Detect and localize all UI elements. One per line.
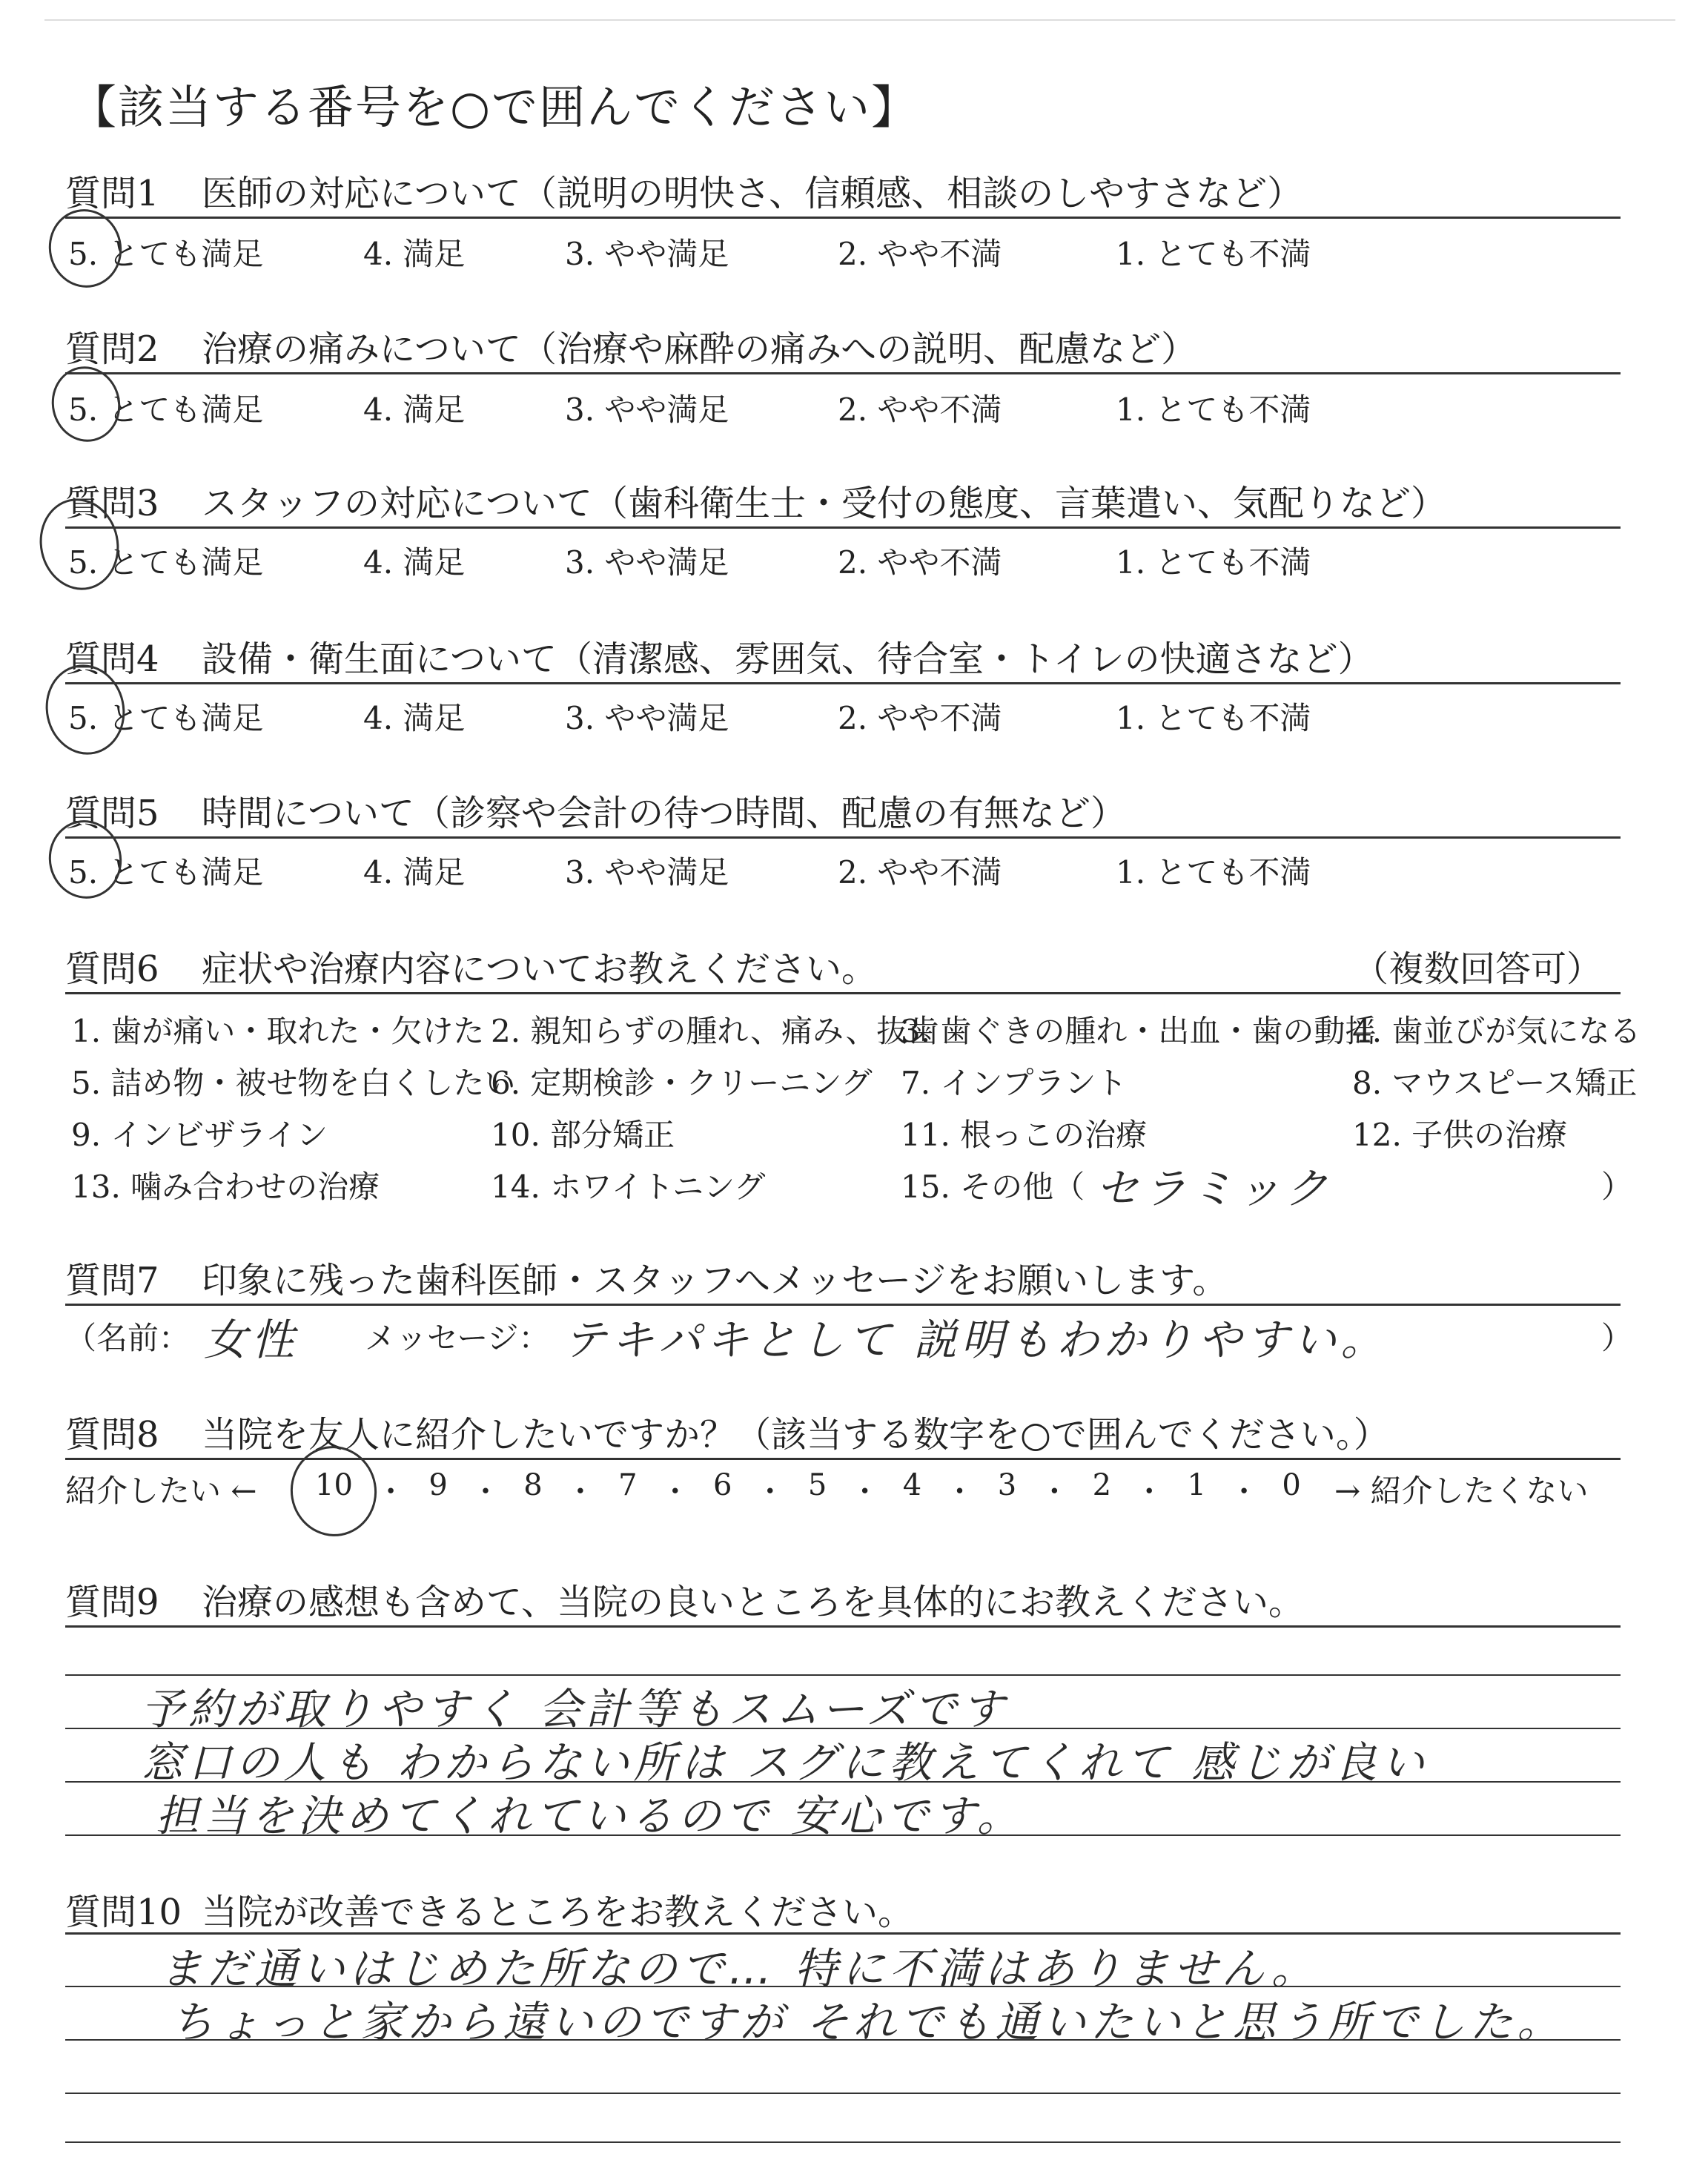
q8-scale-value[interactable]: 4 [902, 1468, 922, 1502]
q9-answer-line: 窓口の人も わからない所は スグに教えてくれて 感じが良い [141, 1737, 1429, 1788]
answer-line [65, 2141, 1621, 2143]
q9-text: 治療の感想も含めて、当院の良いところを具体的にお教えください。 [202, 1582, 1305, 1623]
q3-option-1[interactable]: 1. とても不満 [1116, 544, 1311, 581]
q3-option-3[interactable]: 3. やや満足 [565, 544, 729, 581]
q6-item[interactable]: 12. 子供の治療 [1352, 1117, 1568, 1153]
q5-option-2[interactable]: 2. やや不満 [838, 854, 1002, 891]
q7-message-label: メッセージ： [365, 1320, 550, 1356]
q6-other-close: ） [1601, 1169, 1633, 1205]
q1-option-2[interactable]: 2. やや不満 [838, 236, 1002, 272]
q6-item[interactable]: 2. 親知らずの腫れ、痛み、抜歯 [491, 1013, 939, 1049]
q4-option-2[interactable]: 2. やや不満 [838, 700, 1002, 736]
q9-rule [65, 1625, 1621, 1628]
q8-scale-value[interactable]: 8 [523, 1468, 543, 1502]
q6-item[interactable]: 7. インプラント [901, 1065, 1128, 1101]
q1-option-5[interactable]: 5. とても満足 [68, 236, 264, 272]
q5-option-4[interactable]: 4. 満足 [363, 854, 466, 891]
q7-close: ） [1601, 1320, 1633, 1356]
answer-line [65, 2093, 1621, 2094]
q4-label: 質問4 [65, 638, 159, 680]
q5-option-1[interactable]: 1. とても不満 [1116, 854, 1311, 891]
q6-item[interactable]: 14. ホワイトニング [491, 1169, 766, 1205]
q1-option-3[interactable]: 3. やや満足 [565, 236, 729, 272]
q8-scale-dot: ・ [755, 1475, 785, 1509]
q8-scale-value[interactable]: 1 [1187, 1468, 1206, 1502]
q6-item[interactable]: 1. 歯が痛い・取れた・欠けた [71, 1013, 485, 1049]
q6-item[interactable]: 8. マウスピース矯正 [1352, 1065, 1638, 1101]
sheet-top-edge [44, 19, 1675, 21]
q6-other-answer: セラミック [1096, 1163, 1332, 1214]
q2-rule [65, 372, 1621, 374]
q6-label: 質問6 [65, 948, 159, 990]
q1-option-4[interactable]: 4. 満足 [363, 236, 466, 272]
q6-item[interactable]: 4. 歯並びが気になる [1352, 1013, 1641, 1049]
q5-text: 時間について（診察や会計の待つ時間、配慮の有無など） [202, 793, 1127, 834]
q6-text: 症状や治療内容についてお教えください。 [202, 948, 878, 990]
q6-item[interactable]: 10. 部分矯正 [491, 1117, 675, 1153]
q3-text: スタッフの対応について（歯科衛生士・受付の態度、言葉遣い、気配りなど） [202, 483, 1447, 524]
q5-option-5[interactable]: 5. とても満足 [68, 854, 264, 891]
q8-scale-dot: ・ [376, 1475, 406, 1509]
q5-rule [65, 836, 1621, 839]
q2-text: 治療の痛みについて（治療や麻酔の痛みへの説明、配慮など） [202, 328, 1197, 370]
q9-answer-line: 予約が取りやすく 会計等もスムーズです [141, 1684, 1009, 1734]
q5-option-3[interactable]: 3. やや満足 [565, 854, 729, 891]
q6-item[interactable]: 13. 噛み合わせの治療 [71, 1169, 380, 1205]
q6-item[interactable]: 6. 定期検診・クリーニング [491, 1065, 873, 1101]
q2-option-4[interactable]: 4. 満足 [363, 392, 466, 428]
q8-scale-value[interactable]: 5 [807, 1468, 827, 1502]
q1-text: 医師の対応について（説明の明快さ、信頼感、相談のしやすさなど） [202, 173, 1303, 214]
q5-label: 質問5 [65, 793, 159, 834]
q8-scale-dot: ・ [1134, 1475, 1165, 1509]
q2-option-1[interactable]: 1. とても不満 [1116, 392, 1311, 428]
q4-rule [65, 682, 1621, 684]
q8-text: 当院を友人に紹介したいですか？（該当する数字を○で囲んでください。） [202, 1414, 1389, 1456]
q7-name-value: 女性 [204, 1315, 299, 1365]
q3-option-2[interactable]: 2. やや不満 [838, 544, 1002, 581]
q10-answer-line: まだ通いはじめた所なので… 特に不満はありません。 [159, 1943, 1319, 1994]
q8-scale-dot: ・ [944, 1475, 975, 1509]
q2-option-2[interactable]: 2. やや不満 [838, 392, 1002, 428]
q8-scale-value[interactable]: 3 [997, 1468, 1017, 1502]
q6-item[interactable]: 9. インビザライン [71, 1117, 328, 1153]
q3-label: 質問3 [65, 483, 159, 524]
q8-right-label: → 紹介したくない [1334, 1473, 1589, 1509]
q4-option-3[interactable]: 3. やや満足 [565, 700, 729, 736]
q8-label: 質問8 [65, 1414, 159, 1456]
q2-option-3[interactable]: 3. やや満足 [565, 392, 729, 428]
q8-scale-dot: ・ [1039, 1475, 1070, 1509]
q1-rule [65, 217, 1621, 219]
q6-note: （複数回答可） [1353, 948, 1603, 990]
q4-option-1[interactable]: 1. とても不満 [1116, 700, 1311, 736]
q8-left-label: 紹介したい ← [65, 1473, 257, 1509]
q2-label: 質問2 [65, 328, 159, 370]
q7-name-label: （名前： [65, 1320, 191, 1356]
q8-scale-dot: ・ [1229, 1475, 1260, 1509]
q6-item[interactable]: 5. 詰め物・被せ物を白くしたい [71, 1065, 516, 1101]
q8-scale-value[interactable]: 9 [428, 1468, 448, 1502]
q8-scale-dot: ・ [850, 1475, 880, 1509]
q4-text: 設備・衛生面について（清潔感、雰囲気、待合室・トイレの快適さなど） [202, 638, 1374, 680]
q8-scale-value[interactable]: 6 [713, 1468, 732, 1502]
q10-text: 当院が改善できるところをお教えください。 [202, 1892, 914, 1933]
q1-option-1[interactable]: 1. とても不満 [1116, 236, 1311, 272]
q3-option-5[interactable]: 5. とても満足 [68, 544, 264, 581]
q8-scale-value[interactable]: 7 [618, 1468, 638, 1502]
q4-option-5[interactable]: 5. とても満足 [68, 700, 264, 736]
q8-scale-dot: ・ [471, 1475, 501, 1509]
q4-option-4[interactable]: 4. 満足 [363, 700, 466, 736]
q9-label: 質問9 [65, 1582, 159, 1623]
q3-rule [65, 526, 1621, 529]
q8-scale [315, 1468, 1301, 1510]
q8-scale-value[interactable]: 0 [1282, 1468, 1301, 1502]
q1-label: 質問1 [65, 173, 159, 214]
q7-message-value: テキパキとして 説明もわかりやすい。 [563, 1315, 1388, 1365]
page-title: 【該当する番号を○で囲んでください】 [70, 80, 919, 134]
q8-scale-value[interactable]: 2 [1092, 1468, 1112, 1502]
q3-option-4[interactable]: 4. 満足 [363, 544, 466, 581]
q6-rule [65, 992, 1621, 994]
q8-scale-dot: ・ [565, 1475, 595, 1509]
q8-scale-value[interactable]: 10 [315, 1468, 353, 1502]
q2-option-5[interactable]: 5. とても満足 [68, 392, 264, 428]
q8-scale-dot: ・ [660, 1475, 690, 1509]
q6-item-other[interactable]: 15. その他（ [901, 1169, 1085, 1205]
q7-text: 印象に残った歯科医師・スタッフへメッセージをお願いします。 [202, 1260, 1228, 1301]
q6-item[interactable]: 3. 歯ぐきの腫れ・出血・歯の動揺 [901, 1013, 1377, 1049]
q9-answer-line: 担当を決めてくれているので 安心です。 [156, 1791, 1025, 1841]
q7-label: 質問7 [65, 1260, 159, 1301]
q8-rule [65, 1458, 1621, 1460]
q10-answer-line: ちょっと家から遠いのですが それでも通いたいと思う所でした。 [171, 1997, 1565, 2047]
q10-label: 質問10 [65, 1892, 182, 1933]
q6-item[interactable]: 11. 根っこの治療 [901, 1117, 1148, 1153]
